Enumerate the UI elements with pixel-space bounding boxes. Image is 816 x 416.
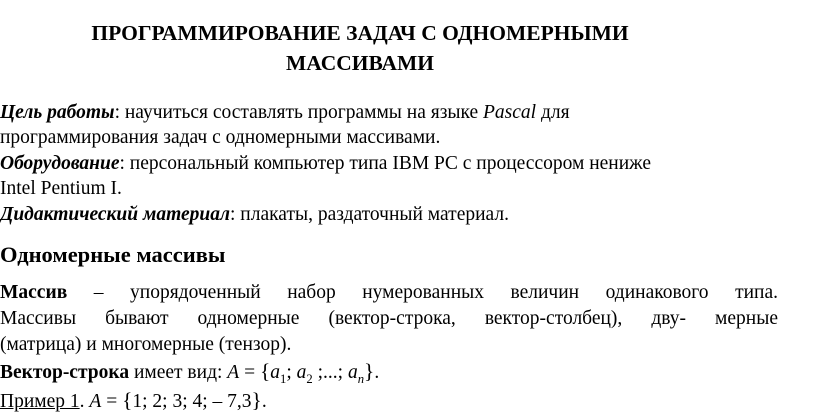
example-line [0, 388, 267, 414]
goal-text-1: : научиться составлять программы на языке [114, 102, 484, 123]
goal-line-1 [0, 101, 570, 125]
example-close-brace: } [251, 388, 262, 412]
vector-term: Вектор-строка [0, 362, 130, 383]
section-heading: Одномерные массивы [0, 242, 226, 267]
vector-line [0, 359, 379, 391]
formula-sub-n: n [357, 371, 365, 386]
vector-text: имеет вид: [129, 362, 228, 383]
formula-eq: = [239, 362, 260, 383]
formula-sep-1: ; [286, 362, 297, 383]
example-label: Пример 1 [0, 391, 80, 412]
formula-a2: a [296, 362, 307, 383]
massive-text-1: – упорядоченный набор нумерованных величин одинакового типа. [67, 282, 778, 303]
formula-end: . [374, 362, 380, 383]
didactic-text: : плакаты, раздаточный материал. [230, 204, 509, 225]
example-open-brace: { [122, 388, 133, 412]
equipment-line-2: Intel Pentium I. [0, 178, 122, 199]
formula-open-brace: { [259, 359, 271, 383]
example-dot: . [79, 391, 90, 412]
equipment-label: Оборудование [0, 153, 120, 174]
example-eq: = [101, 391, 123, 412]
formula-close-brace: } [364, 359, 375, 383]
equipment-text: : персональный компьютер типа IBM PC с процессором нениже [119, 153, 652, 174]
formula-an: a [347, 362, 358, 383]
massive-line-1 [0, 281, 778, 305]
massive-line-3: (матрица) и многомерные (тензор). [0, 334, 292, 355]
massive-line-2: Массивы бывают одномерные (вектор-строка, вектор-столбец), дву- мерные [0, 308, 778, 329]
title-line-1: ПРОГРАММИРОВАНИЕ ЗАДАЧ С ОДНОМЕРНЫМИ [91, 21, 629, 45]
goal-label: Цель работы [0, 102, 115, 123]
didactic-label: Дидактический материал [0, 204, 230, 225]
formula-a1: a [270, 362, 281, 383]
formula-sub-1: 1 [280, 371, 287, 386]
equipment-line-1 [0, 152, 651, 176]
goal-text-2: для [536, 102, 570, 123]
page-title [0, 18, 720, 78]
example-end: . [261, 391, 267, 412]
example-values: 1; 2; 3; 4; – 7,3 [132, 391, 252, 412]
formula-lhs: A [227, 362, 240, 383]
didactic-line [0, 203, 509, 227]
title-line-2: МАССИВАМИ [285, 51, 435, 75]
example-lhs: A [89, 391, 102, 412]
goal-line-2: программирования задач с одномерными массивами. [0, 127, 441, 148]
formula-sep-2: ;...; [312, 362, 348, 383]
massive-term: Массив [0, 282, 68, 303]
goal-pascal: Pascal [483, 102, 537, 123]
formula-sub-2: 2 [306, 371, 313, 386]
